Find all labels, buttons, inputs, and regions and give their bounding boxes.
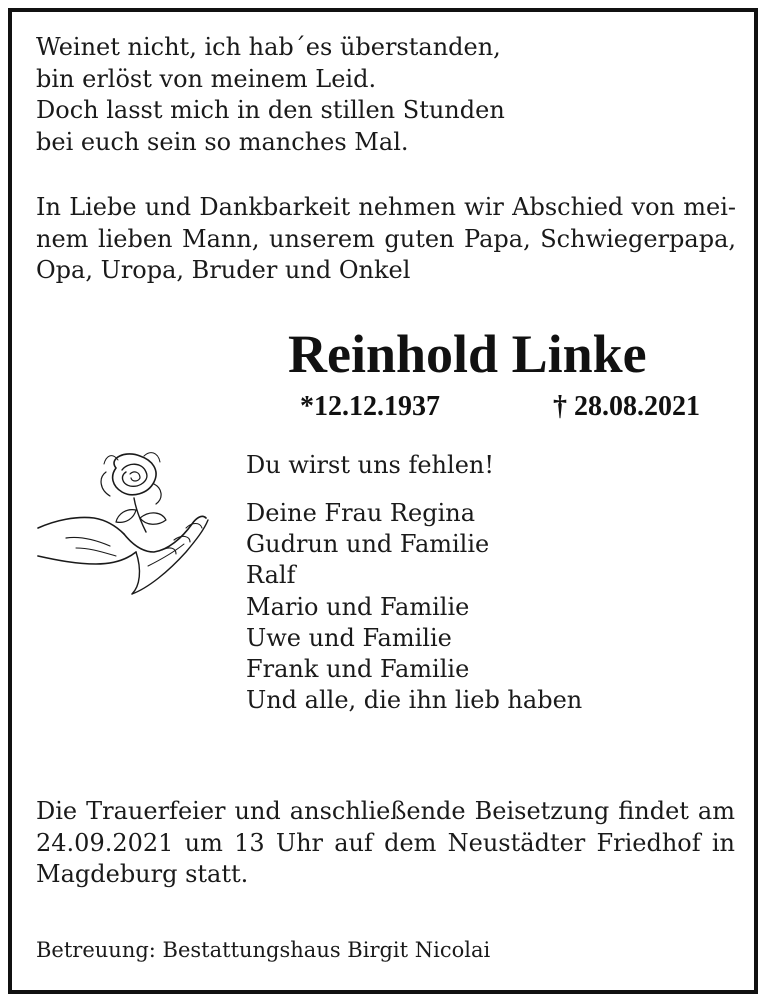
farewell-intro <box>36 192 736 287</box>
mourner: Gudrun und Familie <box>246 530 490 559</box>
mourner: Deine Frau Regina <box>246 499 476 527</box>
mourner: Frank und Familie <box>246 655 470 684</box>
obituary-frame <box>8 8 758 994</box>
birth-date: *12.12.1937 <box>300 391 440 422</box>
deceased-name: Reinhold Linke <box>288 324 647 384</box>
hands-holding-rose-icon <box>36 448 214 598</box>
tagline: Du wirst uns fehlen! <box>246 451 494 479</box>
poem <box>36 32 736 158</box>
poem-line: Weinet nicht, ich hab´es überstanden, <box>36 33 501 61</box>
service-info <box>36 796 735 891</box>
mourners-list <box>246 498 582 716</box>
poem-line: bin erlöst von meinem Leid. <box>36 64 377 93</box>
intro-line: In Liebe und Dankbarkeit nehmen wir Abschied von mei- <box>36 193 736 221</box>
funeral-home-credit: Betreuung: Bestattungshaus Birgit Nicolai <box>36 938 491 962</box>
intro-line: nem lieben Mann, unserem guten Papa, Schwiegerpapa, <box>36 224 736 253</box>
death-date: † 28.08.2021 <box>553 391 700 422</box>
service-line: Magdeburg statt. <box>36 860 249 888</box>
mourner: Mario und Familie <box>246 592 470 621</box>
mourner: Uwe und Familie <box>246 623 452 652</box>
mourner: Ralf <box>246 561 296 590</box>
service-line: 24.09.2021 um 13 Uhr auf dem Neustädter Friedhof in <box>36 828 735 857</box>
intro-line: Opa, Uropa, Bruder und Onkel <box>36 256 411 284</box>
service-line: Die Trauerfeier und anschließende Beisetzung findet am <box>36 797 735 825</box>
mourner: Und alle, die ihn lieb haben <box>246 686 583 715</box>
poem-line: Doch lasst mich in den stillen Stunden <box>36 96 505 124</box>
poem-line: bei euch sein so manches Mal. <box>36 127 409 156</box>
